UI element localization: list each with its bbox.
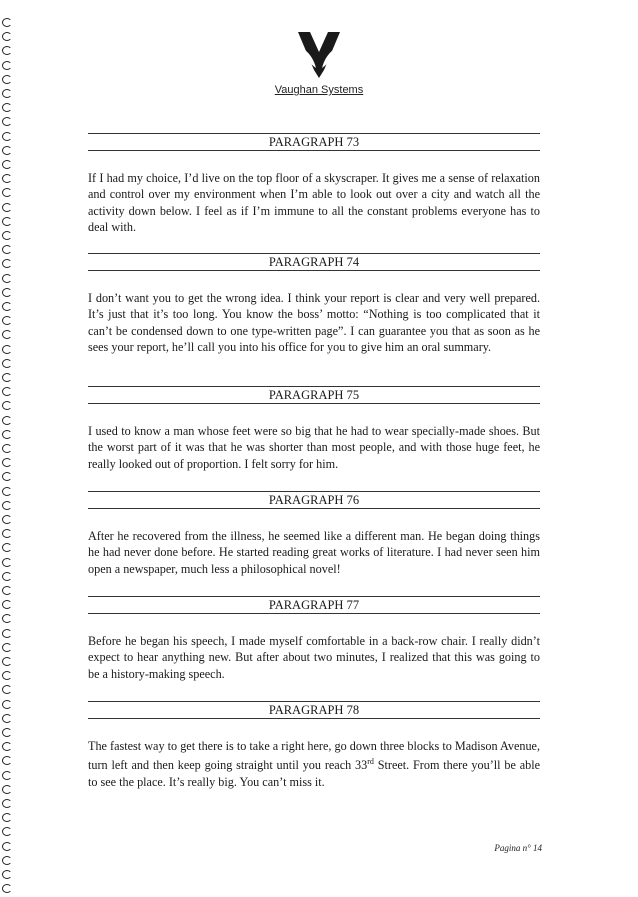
binding-ring-icon (2, 558, 12, 567)
binding-ring-icon (2, 884, 12, 893)
binding-ring-icon (2, 188, 12, 197)
binding-ring-icon (2, 629, 12, 638)
binding-ring-icon (2, 288, 12, 297)
binding-ring-icon (2, 274, 12, 283)
binding-ring-icon (2, 529, 12, 538)
paragraph-heading: PARAGRAPH 77 (88, 596, 540, 614)
page-number: Pagina n° 14 (494, 843, 542, 853)
binding-ring-icon (2, 756, 12, 765)
binding-ring-icon (2, 785, 12, 794)
binding-ring-icon (2, 472, 12, 481)
binding-ring-icon (2, 870, 12, 879)
binding-ring-icon (2, 487, 12, 496)
binding-ring-icon (2, 174, 12, 183)
binding-ring-icon (2, 316, 12, 325)
binding-ring-icon (2, 146, 12, 155)
binding-ring-icon (2, 18, 12, 27)
binding-ring-icon (2, 842, 12, 851)
spiral-binding (0, 0, 14, 897)
binding-ring-icon (2, 302, 12, 311)
binding-ring-icon (2, 614, 12, 623)
binding-ring-icon (2, 444, 12, 453)
binding-ring-icon (2, 330, 12, 339)
binding-ring-icon (2, 401, 12, 410)
paragraph-heading: PARAGRAPH 73 (88, 133, 540, 151)
paragraph-heading: PARAGRAPH 75 (88, 386, 540, 404)
binding-ring-icon (2, 217, 12, 226)
binding-ring-icon (2, 373, 12, 382)
binding-ring-icon (2, 856, 12, 865)
binding-ring-icon (2, 543, 12, 552)
paragraph-text: Before he began his speech, I made myself comfortable in a back-row chair. I really didn’t expect to hear anything new. But after about two minutes, I realized that this was going to be a history-making speech. (88, 634, 540, 681)
binding-ring-icon (2, 132, 12, 141)
binding-ring-icon (2, 813, 12, 822)
brand-name: Vaughan Systems (274, 84, 364, 96)
binding-ring-icon (2, 245, 12, 254)
vaughan-logo-icon (0, 30, 638, 80)
binding-ring-icon (2, 771, 12, 780)
binding-ring-icon (2, 714, 12, 723)
paragraph-text: If I had my choice, I’d live on the top floor of a skyscraper. It gives me a sense of relaxation and control over my environment when I’m able to look out over a city and watch all the activity down below. I feel as if I’m immune to all the constant problems everyone has to deal with. (88, 171, 540, 235)
binding-ring-icon (2, 572, 12, 581)
binding-ring-icon (2, 416, 12, 425)
binding-ring-icon (2, 203, 12, 212)
paragraph-text: The fastest way to get there is to take a right here, go down three blocks to Madison Avenue, turn left and then keep going straight until you reach 33rd Street. From there you’ll be able to see the place. It’s really big. You can’t miss it. (88, 739, 540, 789)
paragraph-text: I used to know a man whose feet were so big that he had to wear specially-made shoes. But the worst part of it was that he was shorter than most people, and with those huge feet, he really looked out of proportion. I felt sorry for him. (88, 424, 540, 471)
binding-ring-icon (2, 586, 12, 595)
binding-ring-icon (2, 359, 12, 368)
binding-ring-icon (2, 103, 12, 112)
binding-ring-icon (2, 430, 12, 439)
binding-ring-icon (2, 700, 12, 709)
binding-ring-icon (2, 117, 12, 126)
binding-ring-icon (2, 387, 12, 396)
paragraph-heading: PARAGRAPH 78 (88, 701, 540, 719)
binding-ring-icon (2, 160, 12, 169)
paragraph-heading: PARAGRAPH 74 (88, 253, 540, 271)
binding-ring-icon (2, 643, 12, 652)
binding-ring-icon (2, 827, 12, 836)
binding-ring-icon (2, 345, 12, 354)
binding-ring-icon (2, 671, 12, 680)
paragraph-heading: PARAGRAPH 76 (88, 491, 540, 509)
paragraph-text: I don’t want you to get the wrong idea. I think your report is clear and very well prepared. It’s just that it’s too long. You know the boss’ motto: “Nothing is too complicated that it can’t be condensed down to one type-written page”. I can guarantee you that as soon as he sees your report, he’ll call you into his office for you to give him an oral summary. (88, 291, 540, 355)
binding-ring-icon (2, 742, 12, 751)
binding-ring-icon (2, 685, 12, 694)
binding-ring-icon (2, 657, 12, 666)
binding-ring-icon (2, 600, 12, 609)
binding-ring-icon (2, 458, 12, 467)
binding-ring-icon (2, 728, 12, 737)
binding-ring-icon (2, 259, 12, 268)
binding-ring-icon (2, 515, 12, 524)
binding-ring-icon (2, 799, 12, 808)
binding-ring-icon (2, 231, 12, 240)
paragraph-text: After he recovered from the illness, he seemed like a different man. He began doing things he had never done before. He started reading great works of literature. I had never seen him open a newspaper, much less a philosophical novel! (88, 529, 540, 576)
binding-ring-icon (2, 501, 12, 510)
